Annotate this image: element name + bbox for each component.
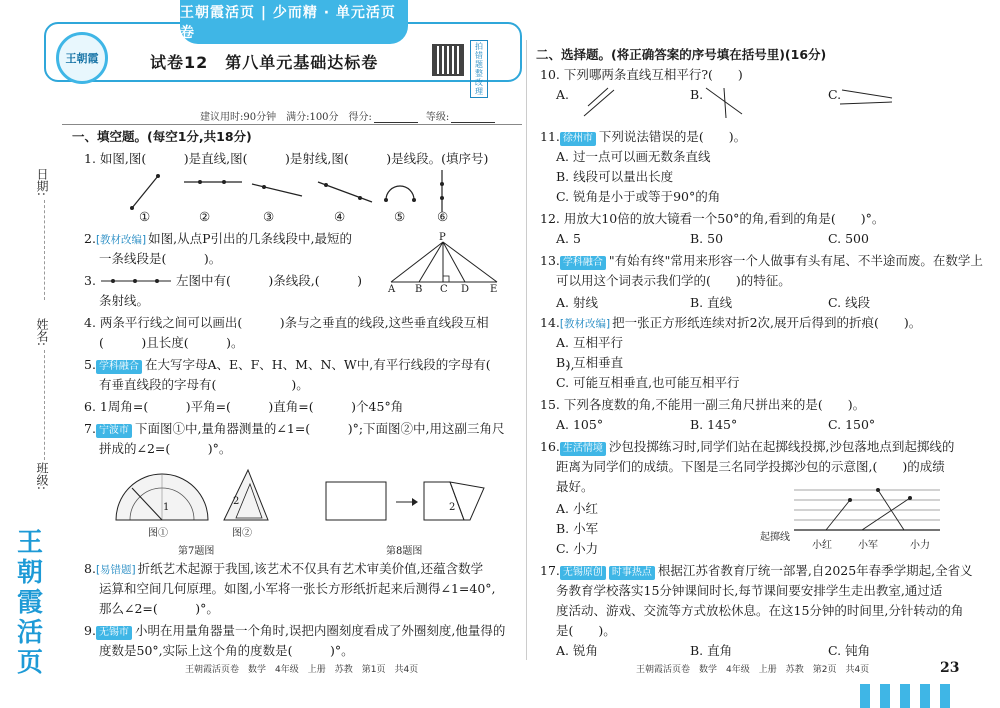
margin-dash: [44, 200, 45, 300]
class-label: 班级:: [35, 462, 49, 491]
q17-tag-1: 无锡原创: [560, 566, 606, 580]
question-16: [540, 438, 954, 456]
info-text: 建议用时:90分钟 满分:100分 得分:: [200, 112, 372, 123]
q17-tag-2: 时事热点: [609, 566, 655, 580]
grade-label: 等级:: [425, 112, 450, 123]
question-15: 15. 下列各度数的角,不能用一副三角尺拼出来的是( )。: [540, 397, 866, 412]
page-divider: [526, 40, 527, 660]
q10-option-a: A.: [556, 87, 570, 102]
q9-tag: 无锡市: [96, 626, 132, 640]
q17-text: 根据江苏省教育厅统一部署,自2025年春季学期起,全省义: [657, 563, 973, 578]
q5-tag: 学科融合: [96, 360, 142, 374]
q11-option-b: B. 线段可以量出长度: [556, 169, 674, 184]
q9-text: 小明在用量角器量一个角时,误把内圈刻度看成了外圈刻度,他量得的: [134, 623, 506, 638]
q13-option-a: A. 射线: [556, 295, 598, 310]
question-9-line2: 度数是50°,实际上这个角的度数是( )°。: [99, 643, 354, 658]
footer-left: 王朝霞活页卷 数学 4年级 上册 苏教 第1页 共4页: [185, 665, 419, 675]
q16-number: 16.: [540, 439, 560, 454]
question-16-line3: 最好。: [556, 479, 594, 494]
q14-number: 14.: [540, 315, 560, 330]
q8-text: 折纸艺术起源于我国,该艺术不仅具有艺术审美价值,还蕴含数学: [137, 561, 484, 576]
question-8: [84, 560, 483, 579]
question-4: 4. 两条平行线之间可以画出( )条与之垂直的线段,这些垂直线段互相: [84, 315, 489, 330]
decor-bars: [860, 684, 960, 708]
question-16-line2: 距离为同学们的成绩。下图是三名同学投掷沙包的示意图,( )的成绩: [556, 459, 945, 474]
question-7: [84, 420, 505, 438]
q10-figures: [574, 80, 934, 120]
q8-figure: [324, 476, 494, 526]
q15-option-b: B. 145°: [690, 417, 738, 432]
question-13: [540, 252, 983, 270]
q5-text: 在大写字母A、E、F、H、M、N、W中,有平行线段的字母有( ),: [144, 357, 575, 372]
q7-figures: [112, 464, 272, 524]
q11-option-a: A. 过一点可以画无数条直线: [556, 149, 711, 164]
grade-blank: [451, 112, 495, 123]
question-10: 10. 下列哪两条直线互相平行?( ): [540, 67, 743, 82]
q2-text: 如图,从点P引出的几条线段中,最短的: [148, 231, 352, 246]
q12-option-c: C. 500: [828, 231, 869, 246]
start-line-label: 起掷线: [760, 532, 790, 543]
fig8-angle-2: 2: [449, 502, 456, 513]
student-xiaojun: 小军: [858, 540, 878, 551]
question-12: 12. 用放大10倍的放大镜看一个50°的角,看到的角是( )°。: [540, 211, 885, 226]
question-2-line2: 一条线段是( )。: [99, 251, 222, 266]
brand-tab: 王朝霞活页 | 少而精 · 单元活页卷: [180, 0, 408, 44]
q13-number: 13.: [540, 253, 560, 268]
q2-tag: [教材改编]: [95, 234, 147, 246]
q16-text: 沙包投掷练习时,同学们站在起掷线投掷,沙包落地点到起掷线的: [608, 439, 955, 454]
margin-dash: [44, 350, 45, 460]
q11-option-c: C. 锐角是小于或等于90°的角: [556, 189, 721, 204]
q16-option-b: B. 小军: [556, 521, 599, 536]
fig-label-2: ②: [199, 209, 211, 224]
q15-option-c: C. 150°: [828, 417, 876, 432]
q17-option-c: C. 钝角: [828, 643, 871, 658]
q13-option-b: B. 直线: [690, 295, 733, 310]
question-5: [84, 356, 574, 374]
q12-option-a: A. 5: [556, 231, 581, 246]
q16-option-c: C. 小力: [556, 541, 599, 556]
q7-number: 7.: [84, 421, 96, 436]
q16-figure: [792, 484, 942, 536]
exam-info: [200, 108, 520, 123]
q17-option-a: A. 锐角: [556, 643, 598, 658]
point-p: P: [439, 232, 446, 243]
point-d: D: [461, 284, 470, 295]
fig-label-5: ⑤: [394, 209, 406, 224]
question-7-line2: 拼成的∠2=( )°。: [99, 441, 232, 456]
header-divider: [62, 124, 522, 125]
question-6: 6. 1周角=( )平角=( )直角=( )个45°角: [84, 399, 404, 414]
q14-option-a: A. 互相平行: [556, 335, 623, 350]
question-5-line2: 有垂直线段的字母有( )。: [99, 377, 309, 392]
fig7-angle-2: 2: [233, 496, 240, 507]
section-fill-blank: 一、填空题。(每空1分,共18分): [72, 129, 252, 144]
section-choice: 二、选择题。(将正确答案的序号填在括号里)(16分): [536, 47, 827, 62]
point-b: B: [415, 284, 423, 295]
qr-code-icon: [432, 44, 464, 76]
q3-figure: [99, 272, 173, 290]
student-xiaoli: 小力: [910, 540, 930, 551]
question-13-line2: 可以用这个词表示我们学的( )的特征。: [556, 273, 791, 288]
q14-tag: [教材改编]: [559, 318, 611, 330]
question-8-line3: 那么∠2=( )°。: [99, 601, 219, 616]
question-3-number: 3.: [84, 273, 96, 288]
q12-option-b: B. 50: [690, 231, 724, 246]
point-a: A: [388, 284, 396, 295]
paper-title: 试卷12 第八单元基础达标卷: [150, 53, 379, 72]
fig7-title: 第7题图: [178, 546, 215, 557]
side-logo: 王朝霞活页: [16, 528, 43, 678]
q7-text: 下面图①中,量角器测量的∠1=( )°;下面图②中,用这副三角尺: [134, 421, 505, 436]
q13-text: "有始有终"常用来形容一个人做事有头有尾、不半途而废。在数学上: [608, 253, 983, 268]
qr-label: 拍错题整改理: [470, 40, 488, 98]
question-4-line2: ( )且长度( )。: [99, 335, 244, 350]
fig-label-1: ①: [139, 209, 151, 224]
fig-label-6: ⑥: [437, 209, 449, 224]
student-xiaohong: 小红: [812, 540, 832, 551]
question-3: 左图中有( )条线段,( ): [176, 273, 362, 288]
q8-tag: [易错题]: [95, 564, 136, 576]
q16-tag: 生活情境: [560, 442, 606, 456]
question-17-line3: 度活动、游戏、交流等方式放松休息。在这15分钟的时间里,分针转动的角: [556, 603, 964, 618]
q13-tag: 学科融合: [560, 256, 606, 270]
question-11: [540, 128, 746, 146]
q7-tag: 宁波市: [96, 424, 132, 438]
q13-option-c: C. 线段: [828, 295, 871, 310]
question-9: [84, 622, 505, 640]
fig7-caption-1: 图①: [148, 528, 168, 539]
q17-number: 17.: [540, 563, 560, 578]
q5-number: 5.: [84, 357, 96, 372]
point-e: E: [490, 284, 498, 295]
q2-number: 2.: [84, 231, 96, 246]
q14-option-c: C. 可能互相垂直,也可能互相平行: [556, 375, 740, 390]
q14-text: 把一张正方形纸连续对折2次,展开后得到的折痕( )。: [612, 315, 922, 330]
question-17-line4: 是( )。: [556, 623, 616, 638]
name-label: 姓名:: [35, 318, 49, 347]
q10-option-c: C.: [828, 87, 842, 102]
q14-option-b: B. 互相垂直: [556, 355, 624, 370]
page-number: 23: [940, 660, 960, 676]
q11-number: 11.: [540, 129, 560, 144]
score-blank: [374, 112, 418, 123]
question-17: [540, 562, 973, 580]
question-8-line2: 运算和空间几何原理。如图,小军将一张长方形纸折起来后测得∠1=40°,: [99, 581, 496, 596]
q11-tag: 徐州市: [560, 132, 596, 146]
q8-number: 8.: [84, 561, 96, 576]
q9-number: 9.: [84, 623, 96, 638]
q1-figures: [120, 168, 460, 224]
q11-text: 下列说法错误的是( )。: [598, 129, 747, 144]
q16-option-a: A. 小红: [556, 501, 598, 516]
question-1: 1. 如图,图( )是直线,图( )是射线,图( )是线段。(填序号): [84, 151, 489, 166]
fig7-angle-1: 1: [163, 502, 170, 513]
date-label: 日期:: [35, 168, 49, 197]
brand-logo: 王朝霞: [56, 32, 108, 84]
q10-option-b: B.: [690, 87, 704, 102]
point-c: C: [440, 284, 448, 295]
fig7-caption-2: 图②: [232, 528, 252, 539]
q17-option-b: B. 直角: [690, 643, 733, 658]
fig-label-3: ③: [263, 209, 275, 224]
fig-label-4: ④: [334, 209, 346, 224]
question-2: [84, 230, 352, 249]
fig8-title: 第8题图: [386, 546, 423, 557]
question-17-line2: 务教育学校落实15分钟课间时长,每节课间要安排学生走出教室,通过适: [556, 583, 943, 598]
question-3-line2: 条射线。: [99, 293, 150, 308]
q15-option-a: A. 105°: [556, 417, 604, 432]
question-14: [540, 314, 921, 333]
footer-right: 王朝霞活页卷 数学 4年级 上册 苏教 第2页 共4页: [636, 665, 870, 675]
